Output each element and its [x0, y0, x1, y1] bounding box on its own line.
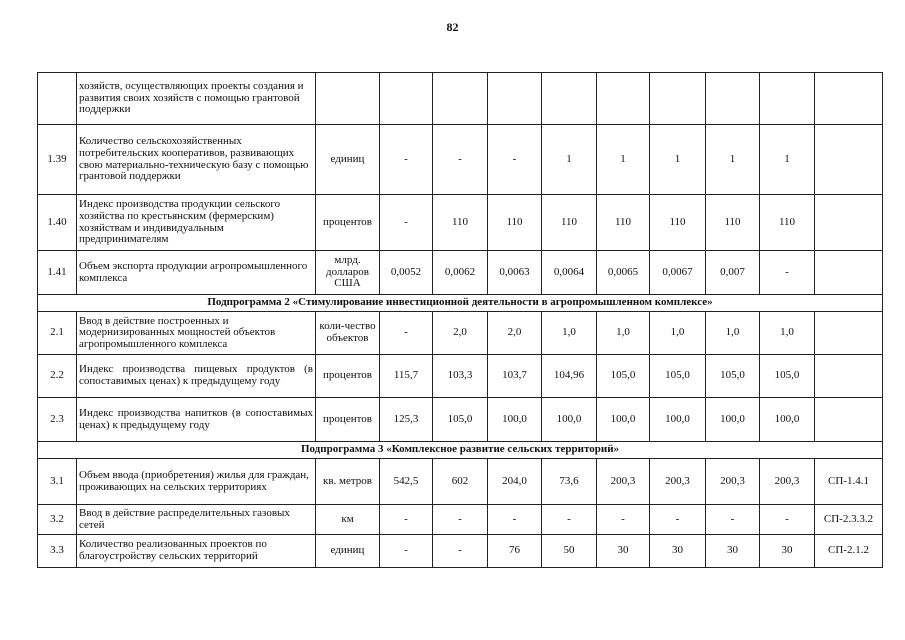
indicator-value — [542, 73, 597, 125]
indicator-value: 125,3 — [380, 398, 433, 442]
indicator-value: 105,0 — [597, 355, 650, 398]
indicator-value: 100,0 — [597, 398, 650, 442]
reference-code — [815, 73, 883, 125]
row-number: 2.1 — [38, 312, 77, 355]
row-number: 1.40 — [38, 195, 77, 251]
indicator-value: 103,3 — [433, 355, 488, 398]
table-row — [38, 251, 883, 295]
indicator-value: 200,3 — [650, 459, 706, 505]
indicator-name: Ввод в действие построенных и модернизированных мощностей объектов агропромышленного комплекса — [77, 312, 316, 355]
indicator-value — [597, 73, 650, 125]
indicator-value: 100,0 — [488, 398, 542, 442]
section-row — [38, 295, 883, 312]
indicator-name: Индекс производства пищевых продуктов (в сопоставимых ценах) к предыдущему году — [77, 355, 316, 398]
indicator-value: - — [380, 125, 433, 195]
indicator-value — [650, 73, 706, 125]
indicator-name: Объем ввода (приобретения) жилья для граждан, проживающих на сельских территориях — [77, 459, 316, 505]
indicator-value: 1 — [706, 125, 760, 195]
subprogram-heading: Подпрограмма 3 «Комплексное развитие сельских территорий» — [38, 442, 883, 459]
table-row — [38, 398, 883, 442]
indicator-value: 110 — [706, 195, 760, 251]
indicator-value: 0,007 — [706, 251, 760, 295]
indicator-value: - — [760, 505, 815, 535]
indicator-value — [760, 73, 815, 125]
table-row — [38, 535, 883, 568]
indicator-value: 50 — [542, 535, 597, 568]
indicator-value: 1,0 — [542, 312, 597, 355]
indicator-value: 105,0 — [650, 355, 706, 398]
reference-code: СП-2.3.3.2 — [815, 505, 883, 535]
indicator-value: 110 — [542, 195, 597, 251]
indicator-value: - — [433, 535, 488, 568]
unit-of-measure: единиц — [316, 535, 380, 568]
table-row — [38, 312, 883, 355]
indicator-value: - — [650, 505, 706, 535]
indicator-value: - — [380, 535, 433, 568]
indicator-value: - — [433, 505, 488, 535]
unit-of-measure: млрд. долларов США — [316, 251, 380, 295]
indicator-value: 0,0065 — [597, 251, 650, 295]
indicator-name: Объем экспорта продукции агропромышленного комплекса — [77, 251, 316, 295]
indicator-value: 0,0062 — [433, 251, 488, 295]
indicator-value: 110 — [597, 195, 650, 251]
indicator-value: - — [542, 505, 597, 535]
indicator-value — [488, 73, 542, 125]
indicator-name: Индекс производства напитков (в сопоставимых ценах) к предыдущему году — [77, 398, 316, 442]
indicator-value: 0,0064 — [542, 251, 597, 295]
unit-of-measure: единиц — [316, 125, 380, 195]
indicator-value: 1 — [760, 125, 815, 195]
indicator-value: - — [380, 505, 433, 535]
reference-code: СП-2.1.2 — [815, 535, 883, 568]
table-row — [38, 459, 883, 505]
indicator-value: 30 — [706, 535, 760, 568]
indicator-value: - — [706, 505, 760, 535]
indicator-name: Количество сельскохозяйственных потребительских кооперативов, развивающих свою материально-техническую базу с помощью грантовой поддержки — [77, 125, 316, 195]
indicator-value — [706, 73, 760, 125]
indicator-name: Ввод в действие распределительных газовых сетей — [77, 505, 316, 535]
indicator-value: 105,0 — [760, 355, 815, 398]
unit-of-measure: км — [316, 505, 380, 535]
indicator-value: 1 — [542, 125, 597, 195]
indicator-value: 100,0 — [542, 398, 597, 442]
unit-of-measure — [316, 73, 380, 125]
table-row — [38, 73, 883, 125]
indicator-value: 100,0 — [650, 398, 706, 442]
row-number: 1.41 — [38, 251, 77, 295]
indicator-value: 1,0 — [650, 312, 706, 355]
indicator-value — [380, 73, 433, 125]
indicator-value: 30 — [650, 535, 706, 568]
indicator-value: 0,0063 — [488, 251, 542, 295]
row-number — [38, 73, 77, 125]
indicator-value: 104,96 — [542, 355, 597, 398]
table-row — [38, 355, 883, 398]
indicator-value: 200,3 — [597, 459, 650, 505]
indicator-value: 103,7 — [488, 355, 542, 398]
row-number: 3.2 — [38, 505, 77, 535]
row-number: 3.1 — [38, 459, 77, 505]
indicator-value: 602 — [433, 459, 488, 505]
indicator-value: 110 — [650, 195, 706, 251]
indicator-value: - — [488, 505, 542, 535]
indicator-value: 100,0 — [706, 398, 760, 442]
table-row — [38, 195, 883, 251]
indicator-value: 1,0 — [706, 312, 760, 355]
indicator-value: 105,0 — [433, 398, 488, 442]
indicator-value: - — [380, 195, 433, 251]
reference-code: СП-1.4.1 — [815, 459, 883, 505]
indicator-value: 30 — [760, 535, 815, 568]
indicator-value: 30 — [597, 535, 650, 568]
reference-code — [815, 355, 883, 398]
indicator-value: 110 — [488, 195, 542, 251]
indicator-value — [433, 73, 488, 125]
indicator-name: Индекс производства продукции сельского хозяйства по крестьянским (фермерским) хозяйствам и индивидуальным предпринимателям — [77, 195, 316, 251]
row-number: 1.39 — [38, 125, 77, 195]
unit-of-measure: процентов — [316, 398, 380, 442]
section-row — [38, 442, 883, 459]
indicator-value: - — [488, 125, 542, 195]
row-number: 3.3 — [38, 535, 77, 568]
unit-of-measure: процентов — [316, 195, 380, 251]
indicators-table — [37, 72, 883, 568]
reference-code — [815, 398, 883, 442]
reference-code — [815, 125, 883, 195]
row-number: 2.2 — [38, 355, 77, 398]
indicator-value: - — [380, 312, 433, 355]
indicator-value: 105,0 — [706, 355, 760, 398]
indicator-value: 76 — [488, 535, 542, 568]
indicator-value: 2,0 — [433, 312, 488, 355]
reference-code — [815, 195, 883, 251]
indicator-value: - — [433, 125, 488, 195]
indicator-value: - — [760, 251, 815, 295]
indicator-name: Количество реализованных проектов по благоустройству сельских территорий — [77, 535, 316, 568]
indicator-value: 73,6 — [542, 459, 597, 505]
indicator-value: 110 — [760, 195, 815, 251]
indicator-value: 1 — [650, 125, 706, 195]
indicator-value: 204,0 — [488, 459, 542, 505]
indicator-value: 542,5 — [380, 459, 433, 505]
subprogram-heading: Подпрограмма 2 «Стимулирование инвестиционной деятельности в агропромышленном комплексе» — [38, 295, 883, 312]
indicator-value: 1,0 — [760, 312, 815, 355]
indicator-value: 0,0067 — [650, 251, 706, 295]
indicator-value: - — [597, 505, 650, 535]
row-number: 2.3 — [38, 398, 77, 442]
indicator-name: хозяйств, осуществляющих проекты создания и развития своих хозяйств с помощью грантовой поддержки — [77, 73, 316, 125]
indicator-value: 0,0052 — [380, 251, 433, 295]
indicator-value: 200,3 — [706, 459, 760, 505]
reference-code — [815, 251, 883, 295]
reference-code — [815, 312, 883, 355]
table-row — [38, 505, 883, 535]
indicator-value: 100,0 — [760, 398, 815, 442]
unit-of-measure: коли-чество объектов — [316, 312, 380, 355]
indicator-value: 110 — [433, 195, 488, 251]
unit-of-measure: процентов — [316, 355, 380, 398]
page-number: 82 — [446, 20, 459, 34]
indicator-value: 1,0 — [597, 312, 650, 355]
indicator-value: 1 — [597, 125, 650, 195]
table-row — [38, 125, 883, 195]
unit-of-measure: кв. метров — [316, 459, 380, 505]
indicator-value: 200,3 — [760, 459, 815, 505]
indicator-value: 115,7 — [380, 355, 433, 398]
indicator-value: 2,0 — [488, 312, 542, 355]
